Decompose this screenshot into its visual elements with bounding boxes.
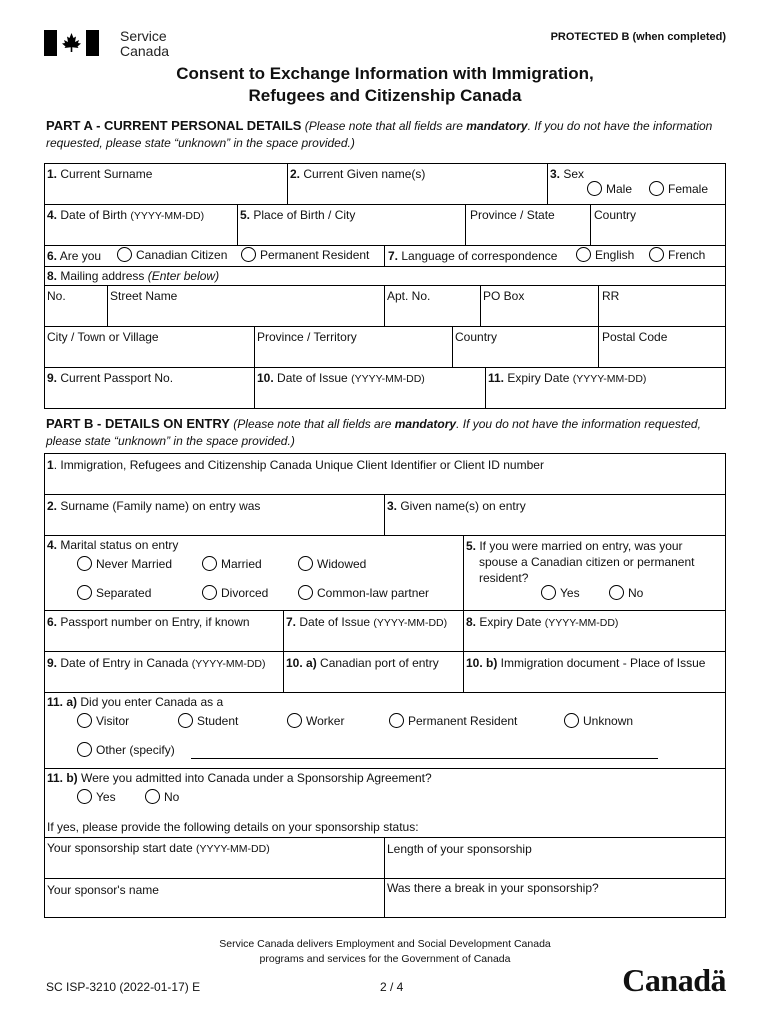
part-a-note-post: . If you do not have the information requested, please state “unknown” in the space provided.) [46, 119, 713, 150]
protected-label: PROTECTED B (when completed) [550, 31, 726, 43]
other-specify-field[interactable] [191, 758, 658, 759]
sponsorship-agreement-label: 11. b) Were you admitted into Canada under a Sponsorship Agreement? [47, 771, 432, 785]
sponsorship-break-label: Was there a break in your sponsorship? [387, 881, 599, 895]
given-names-on-entry-label: 3. Given name(s) on entry [387, 499, 526, 513]
radio-circle-icon[interactable] [649, 181, 664, 196]
radio-circle-icon[interactable] [298, 585, 313, 600]
radio-circle-icon[interactable] [202, 556, 217, 571]
client-id-label: 1. Immigration, Refugees and Citizenship Canada Unique Client Identifier or Client ID number [47, 458, 544, 472]
sex-female-radio[interactable]: Female [649, 181, 708, 197]
radio-circle-icon[interactable] [77, 585, 92, 600]
form-id: SC ISP-3210 (2022-01-17) E [46, 980, 201, 994]
expiry-date-label: 11. Expiry Date (YYYY-MM-DD) [488, 371, 647, 385]
part-b-heading [46, 415, 726, 450]
divorced-radio[interactable]: Divorced [202, 585, 268, 601]
date-of-birth-label: 4. Date of Birth (YYYY-MM-DD) [47, 208, 205, 222]
unknown-radio[interactable]: Unknown [564, 713, 633, 729]
sex-male-radio[interactable]: Male [587, 181, 632, 197]
service-canada-logo-text [120, 29, 169, 59]
canada-flag-logo [44, 30, 99, 56]
visitor-radio[interactable]: Visitor [77, 713, 129, 729]
date-of-issue-label: 10. Date of Issue (YYYY-MM-DD) [257, 371, 425, 385]
student-radio[interactable]: Student [178, 713, 238, 729]
place-of-birth-label: 5. Place of Birth / City [240, 208, 356, 222]
widowed-radio[interactable]: Widowed [298, 556, 366, 572]
part-a-note-pre: (Please note that all fields are [304, 119, 467, 133]
spouse-yes-radio[interactable]: Yes [541, 585, 580, 601]
part-b-note-post: . If you do not have the information requested, please state “unknown” in the space provided.) [46, 417, 701, 448]
immigration-document-label: 10. b) Immigration document - Place of Issue [466, 656, 706, 670]
part-b-note-bold: mandatory [394, 417, 457, 431]
are-you-label: 6. Are you [47, 249, 102, 263]
country-label: Country [594, 208, 637, 222]
french-radio[interactable]: French [649, 247, 705, 263]
entered-as-label: 11. a) Did you enter Canada as a [47, 695, 224, 709]
radio-circle-icon[interactable] [649, 247, 664, 262]
apt-no-label: Apt. No. [387, 289, 431, 303]
footer-line2: programs and services for the Government of Canada [259, 953, 511, 965]
page-number: 2 / 4 [380, 980, 404, 994]
logo-line1: Service [120, 28, 167, 44]
province-state-label: Province / State [470, 208, 555, 222]
radio-circle-icon[interactable] [587, 181, 602, 196]
radio-circle-icon[interactable] [287, 713, 302, 728]
marital-status-label: 4. Marital status on entry [47, 538, 179, 552]
part-a-title: PART A - CURRENT PERSONAL DETAILS [46, 118, 302, 133]
footer-line1: Service Canada delivers Employment and Social Development Canada [219, 938, 551, 950]
radio-circle-icon[interactable] [77, 742, 92, 757]
entry-expiry-date-label: 8. Expiry Date (YYYY-MM-DD) [466, 615, 619, 629]
logo-line2: Canada [120, 43, 170, 59]
city-label: City / Town or Village [47, 330, 159, 344]
passport-no-label: 9. Current Passport No. [47, 371, 174, 385]
part-a-heading [46, 117, 726, 152]
radio-circle-icon[interactable] [77, 789, 92, 804]
street-name-label: Street Name [110, 289, 178, 303]
title-line1: Consent to Exchange Information with Immigration, [176, 64, 594, 83]
radio-circle-icon[interactable] [178, 713, 193, 728]
radio-circle-icon[interactable] [389, 713, 404, 728]
radio-circle-icon[interactable] [145, 789, 160, 804]
common-law-radio[interactable]: Common-law partner [298, 585, 429, 601]
radio-circle-icon[interactable] [117, 247, 132, 262]
never-married-radio[interactable]: Never Married [77, 556, 172, 572]
radio-circle-icon[interactable] [576, 247, 591, 262]
separated-radio[interactable]: Separated [77, 585, 151, 601]
port-of-entry-label: 10. a) Canadian port of entry [286, 656, 439, 670]
sponsorship-yes-radio[interactable]: Yes [77, 789, 116, 805]
postal-code-label: Postal Code [602, 330, 668, 344]
canada-wordmark-logo: Canadä [622, 962, 726, 998]
radio-circle-icon[interactable] [77, 556, 92, 571]
radio-circle-icon[interactable] [202, 585, 217, 600]
canadian-citizen-radio[interactable]: Canadian Citizen [117, 247, 227, 263]
radio-circle-icon[interactable] [564, 713, 579, 728]
married-radio[interactable]: Married [202, 556, 262, 572]
surname-on-entry-label: 2. Surname (Family name) on entry was [47, 499, 261, 513]
permanent-resident-entry-radio[interactable]: Permanent Resident [389, 713, 517, 729]
po-box-label: PO Box [483, 289, 525, 303]
part-b-note-pre: (Please note that all fields are [233, 417, 395, 431]
worker-radio[interactable]: Worker [287, 713, 344, 729]
sponsorship-length-label: Length of your sponsorship [387, 842, 532, 856]
spouse-no-radio[interactable]: No [609, 585, 643, 601]
current-surname-label: 1. Current Surname [47, 167, 153, 181]
radio-circle-icon[interactable] [609, 585, 624, 600]
spouse-citizen-question: 5. If you were married on entry, was your spouse a Canadian citizen or permanent resident? [466, 539, 695, 585]
mailing-address-label: 8. Mailing address (Enter below) [47, 269, 220, 283]
address-country-label: Country [455, 330, 498, 344]
english-radio[interactable]: English [576, 247, 634, 263]
radio-circle-icon[interactable] [541, 585, 556, 600]
title-line2: Refugees and Citizenship Canada [248, 86, 522, 105]
permanent-resident-radio[interactable]: Permanent Resident [241, 247, 369, 263]
radio-circle-icon[interactable] [241, 247, 256, 262]
province-territory-label: Province / Territory [257, 330, 357, 344]
part-b-title: PART B - DETAILS ON ENTRY [46, 416, 230, 431]
current-given-name-label: 2. Current Given name(s) [290, 167, 426, 181]
sponsorship-start-label: Your sponsorship start date (YYYY-MM-DD) [47, 841, 270, 855]
passport-on-entry-label: 6. Passport number on Entry, if known [47, 615, 250, 629]
part-a-note-bold: mandatory [466, 119, 528, 133]
entry-issue-date-label: 7. Date of Issue (YYYY-MM-DD) [286, 615, 448, 629]
sponsor-name-label: Your sponsor's name [47, 883, 159, 897]
other-radio[interactable]: Other (specify) [77, 742, 175, 758]
if-yes-instruction: If yes, please provide the following details on your sponsorship status: [47, 820, 419, 834]
rr-label: RR [602, 289, 620, 303]
date-of-entry-label: 9. Date of Entry in Canada (YYYY-MM-DD) [47, 656, 266, 670]
radio-circle-icon[interactable] [77, 713, 92, 728]
sex-label: 3. Sex [550, 167, 585, 181]
sponsorship-no-radio[interactable]: No [145, 789, 179, 805]
address-no-label: No. [47, 289, 66, 303]
form-title [0, 63, 770, 107]
language-label: 7. Language of correspondence [388, 249, 558, 263]
radio-circle-icon[interactable] [298, 556, 313, 571]
